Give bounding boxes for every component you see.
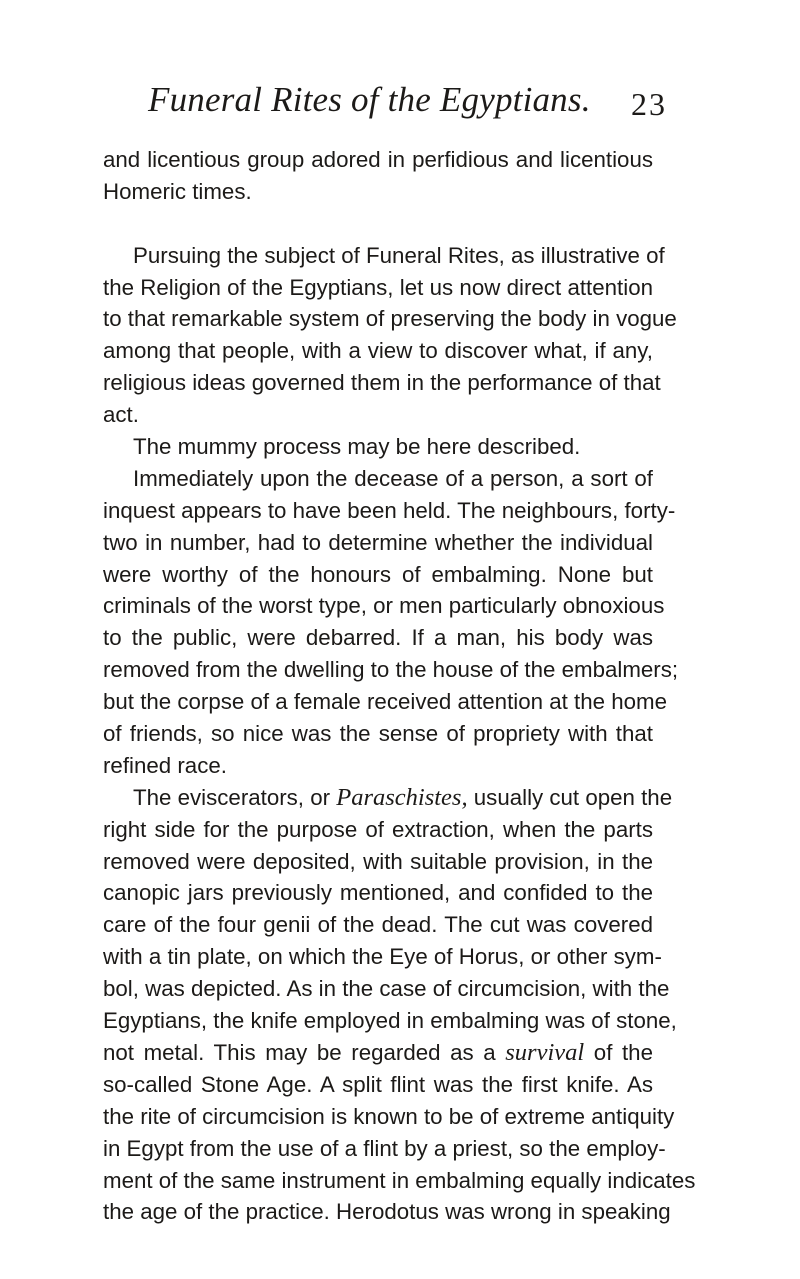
paragraph-gap xyxy=(103,208,653,240)
running-head xyxy=(0,78,800,130)
text-line: removed from the dwelling to the house of the embalmers; xyxy=(103,657,679,683)
text-line: Egyptians, the knife employed in embalming was of stone, xyxy=(103,1008,677,1034)
italic-term: survival xyxy=(505,1038,585,1066)
text-line: canopic jars previously mentioned, and confided to the xyxy=(103,880,653,906)
text-line: the Religion of the Egyptians, let us now direct attention xyxy=(103,274,653,300)
text-line: Homeric times. xyxy=(103,178,252,204)
text-line: bol, was depicted. As in the case of circumcision, with the xyxy=(103,976,670,1002)
text-run: usually cut open the xyxy=(473,784,673,810)
text-line: but the corpse of a female received attention at the home xyxy=(103,689,667,715)
text-line: to the public, were debarred. If a man, his body was xyxy=(103,625,653,651)
body-text xyxy=(103,144,696,1228)
text-line: with a tin plate, on which the Eye of Horus, or other sym- xyxy=(103,944,662,970)
text-line: care of the four genii of the dead. The cut was covered xyxy=(103,912,653,938)
text-line: among that people, with a view to discover what, if any, xyxy=(103,338,653,364)
text-line: refined race. xyxy=(103,752,227,778)
text-line: criminals of the worst type, or men particularly obnoxious xyxy=(103,593,665,619)
text-run: of the xyxy=(593,1039,653,1065)
text-line: religious ideas governed them in the performance of that xyxy=(103,370,661,396)
text-line: inquest appears to have been held. The neighbours, forty- xyxy=(103,497,676,523)
text-line: the rite of circumcision is known to be of extreme antiquity xyxy=(103,1103,675,1129)
text-line: ment of the same instrument in embalming equally indicates xyxy=(103,1167,696,1193)
text-line: removed were deposited, with suitable provision, in the xyxy=(103,848,653,874)
text-line: two in number, had to determine whether the individual xyxy=(103,529,653,555)
page-number: 23 xyxy=(631,86,667,122)
running-title: Funeral Rites of the Egyptians. xyxy=(148,80,591,119)
text-line: Immediately upon the decease of a person, a sort of xyxy=(133,465,653,491)
text-line: right side for the purpose of extraction, when the parts xyxy=(103,816,653,842)
text-line xyxy=(103,1037,653,1069)
text-line: were worthy of the honours of embalming. None but xyxy=(103,561,653,587)
text-line: Pursuing the subject of Funeral Rites, as illustrative of xyxy=(133,242,665,268)
text-run: not metal. This may be regarded as a xyxy=(103,1039,496,1065)
text-run: The eviscerators, or xyxy=(133,784,331,810)
text-line: and licentious group adored in perfidious and licentious xyxy=(103,147,653,172)
text-line: act. xyxy=(103,402,139,428)
text-line: in Egypt from the use of a flint by a priest, so the employ- xyxy=(103,1135,666,1161)
text-line: The mummy process may be here described. xyxy=(133,434,581,460)
text-line: of friends, so nice was the sense of propriety with that xyxy=(103,721,653,747)
text-line: the age of the practice. Herodotus was wrong in speaking xyxy=(103,1199,671,1225)
text-line: to that remarkable system of preserving the body in vogue xyxy=(103,306,677,332)
italic-term: Paraschistes, xyxy=(336,783,468,811)
text-line xyxy=(103,782,673,814)
text-line: so-called Stone Age. A split flint was the first knife. As xyxy=(103,1071,653,1097)
